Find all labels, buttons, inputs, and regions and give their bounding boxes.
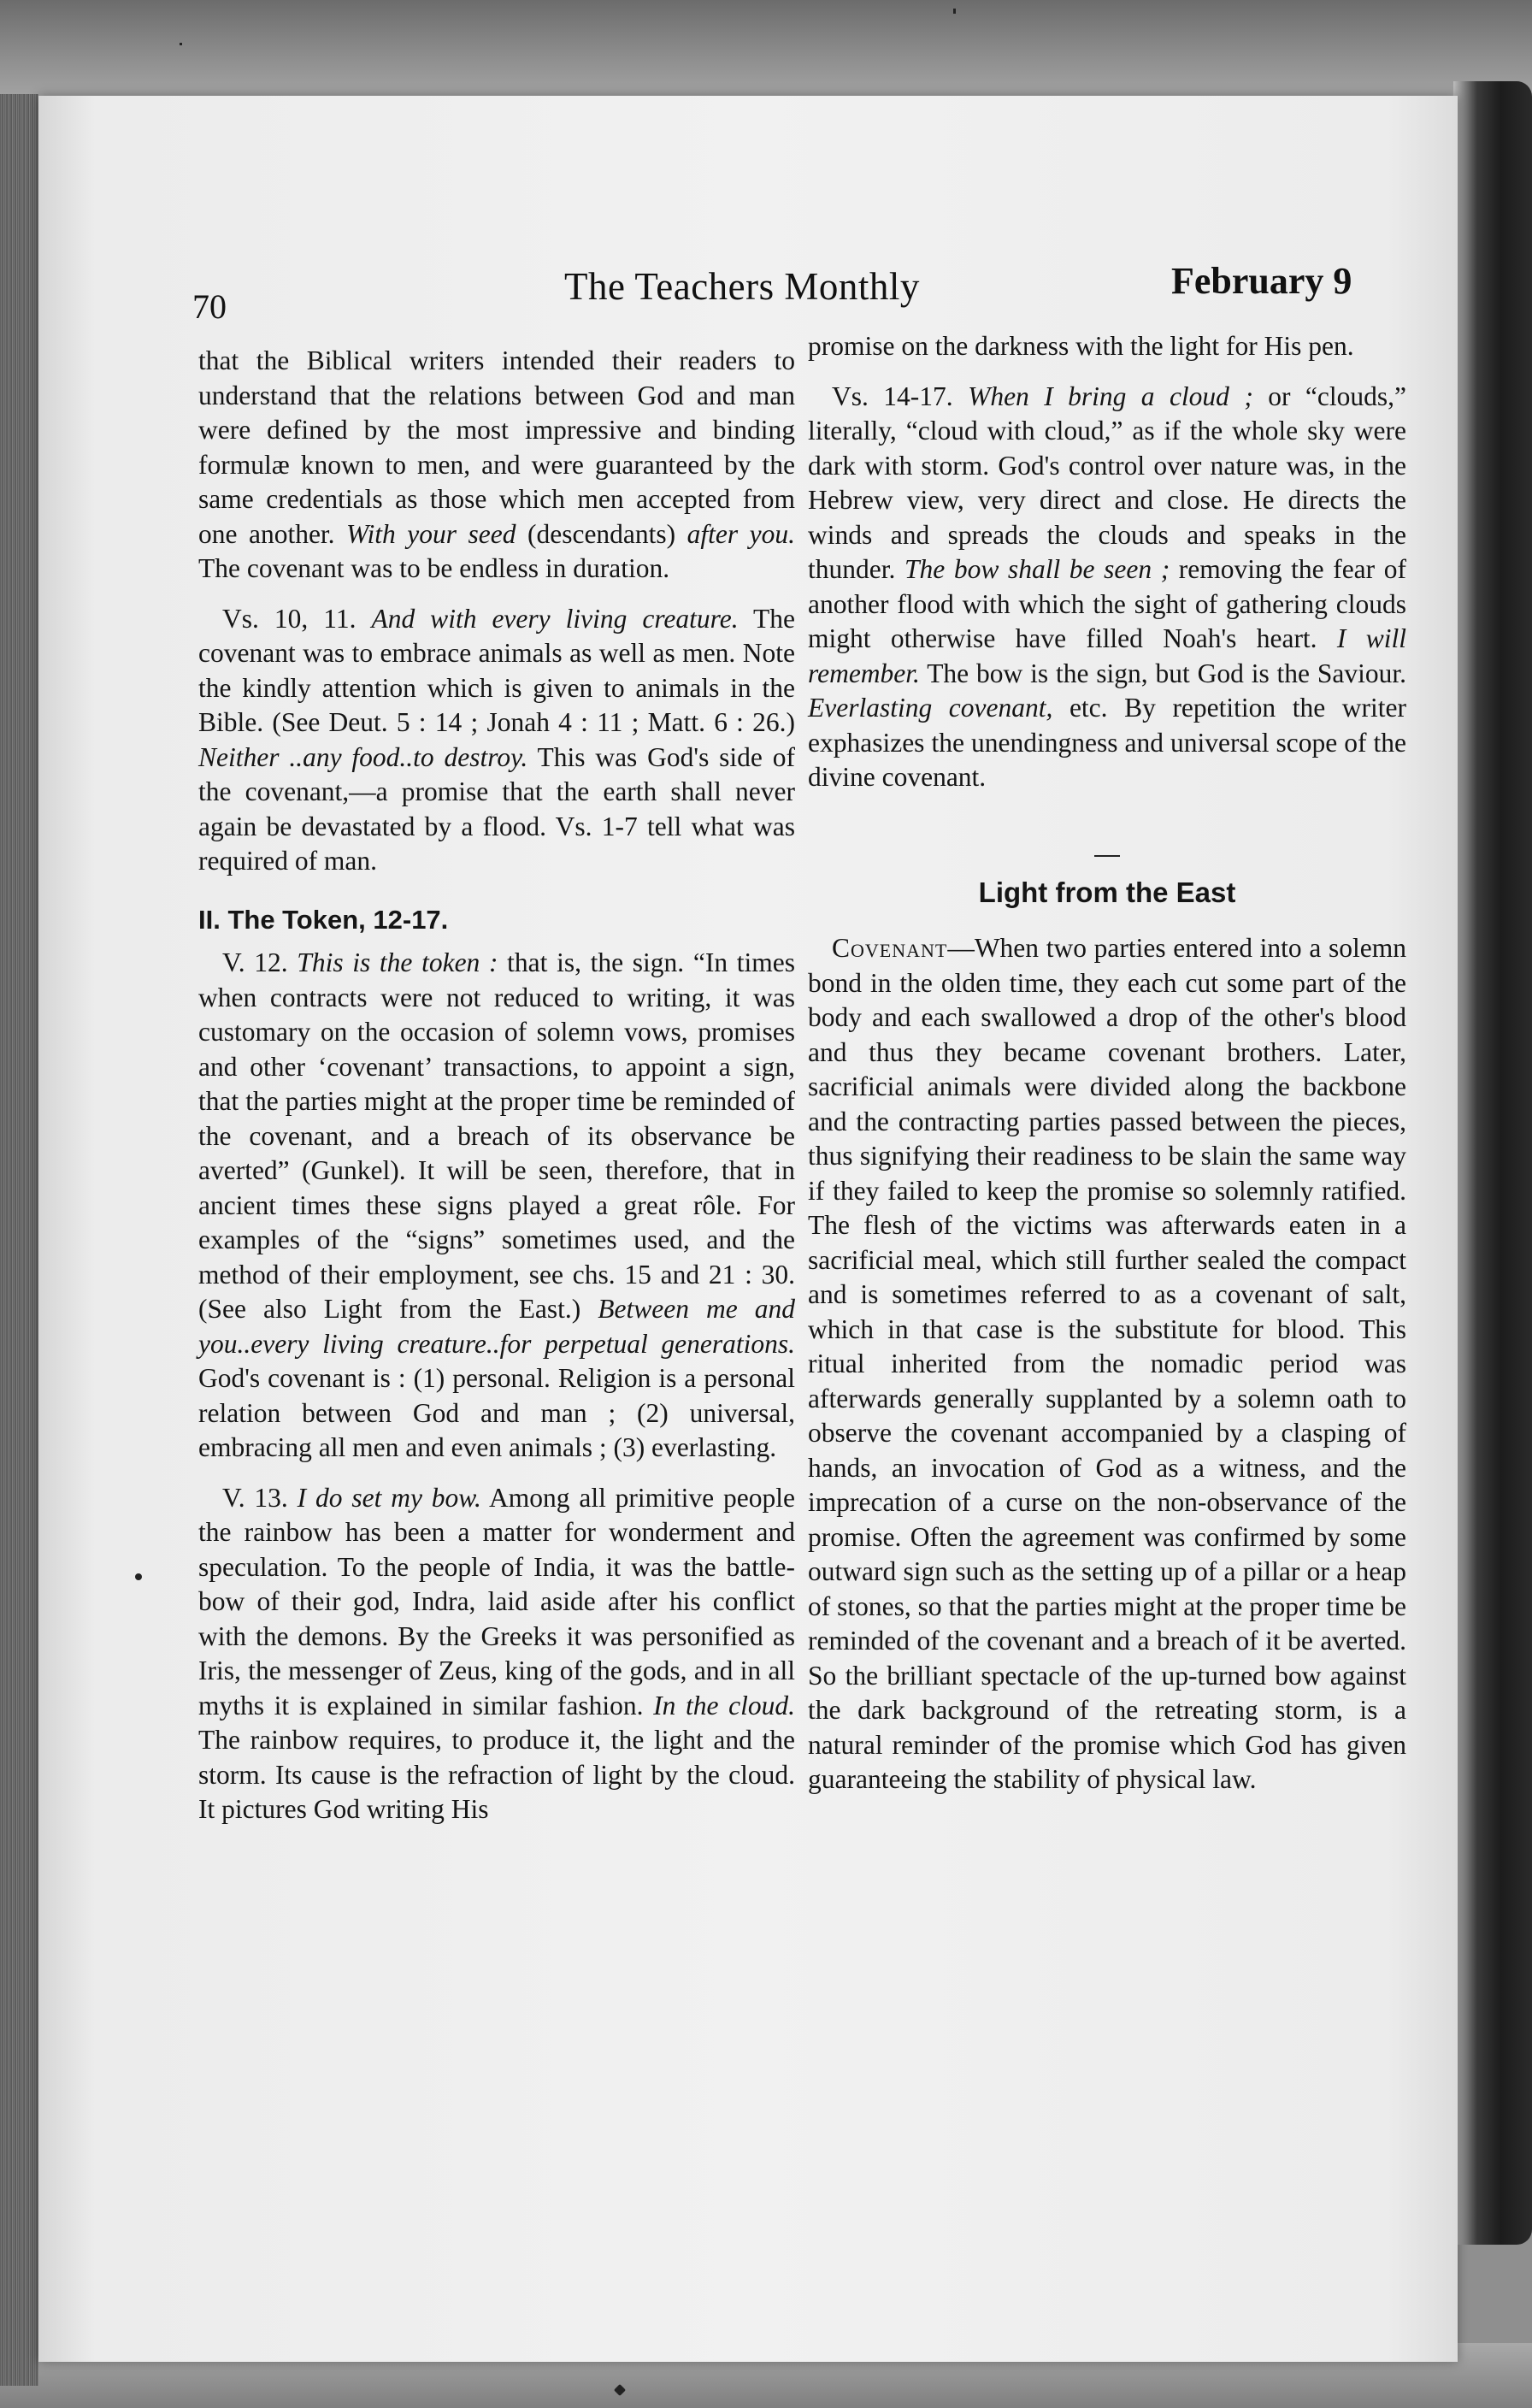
- lesson-date: February 9: [1171, 260, 1352, 302]
- text-run: that the Biblical writers intended their readers to understand that the relations between God and man were defined by the most impressive and binding formulæ known to men, and were guaranteed by the same credentials as those which men accepted from one another.: [198, 345, 795, 549]
- italic-run: Between me and you..every living creature..for perpetual generations.: [198, 1294, 795, 1359]
- page-header: [0, 252, 1532, 326]
- italic-run: Everlasting covenant,: [808, 693, 1053, 723]
- text-run: removing the fear of another flood with which the sight of gathering clouds might otherwise have filled Noah's heart.: [808, 554, 1406, 653]
- text-run: The bow is the sign, but God is the Saviour.: [919, 658, 1406, 688]
- paragraph: [198, 946, 795, 1466]
- text-run: —When two parties entered into a solemn bond in the olden time, they each cut some part of the body and each swallowed a drop of the other's blood and thus they became covenant brothers. Later, sacrificial animals were divided along the backbone and the contracting parties passed between the pieces, thus signifying their readiness to be slain the same way if they failed to keep the promise so solemnly ratified. The flesh of the victims was afterwards eaten in a sacrificial meal, which still further sealed the compact and is sometimes referred to as a covenant of salt, which in that case is the substitute for blood. This ritual inherited from the nomadic period was afterwards generally supplanted by a solemn oath to observe the covenant accompanied by a clasping of hands, an invocation of God as a witness, and the imprecation of a curse on the non-observance of the promise. Often the agreement was confirmed by some outward sign such as the setting up of a pillar or a heap of stones, so that the parties might at the proper time be reminded of the covenant and a breach of it be averted. So the brilliant spectacle of the up-turned bow against the dark background of the retreating storm, is a natural reminder of the promise which God has given guaranteeing the stability of physical law.: [808, 933, 1406, 1794]
- section-heading: II. The Token, 12-17.: [198, 904, 449, 935]
- italic-run: I will remember.: [808, 623, 1406, 688]
- right-column: [808, 329, 1406, 1813]
- italic-run: And with every living creature.: [371, 603, 739, 634]
- text-run: God's covenant is : (1) personal. Religion is a personal relation between God and man ; (2) universal, embracing all men and even animals ; (3) everlasting.: [198, 1363, 795, 1462]
- book-spine-edge: [0, 94, 38, 2386]
- text-run: Vs. 14-17.: [832, 381, 969, 411]
- paragraph: promise on the darkness with the light for His pen.: [808, 331, 1354, 361]
- page-edge-shadow: [1453, 81, 1532, 2245]
- text-run: V. 13.: [222, 1482, 298, 1513]
- scan-background-top: [0, 0, 1532, 103]
- italic-run: after you.: [686, 518, 795, 549]
- text-run: (descendants): [516, 518, 687, 549]
- text-run: V. 12.: [222, 947, 298, 977]
- italic-run: The bow shall be seen ;: [904, 554, 1170, 584]
- section-heading: Light from the East: [978, 876, 1236, 908]
- paragraph: [198, 344, 795, 587]
- italic-run: I do set my bow.: [297, 1482, 481, 1513]
- paragraph: [808, 931, 1406, 1797]
- paragraph: [808, 380, 1406, 795]
- paragraph: [198, 602, 795, 879]
- text-run: that is, the sign. “In times when contracts were not reduced to writing, it was customary on the occasion of solemn vows, promises and other ‘covenant’ transactions, to appoint a sign, that the parties might at the proper time be reminded of the covenant, and a breach of its observance be averted” (Gunkel). It will be seen, therefore, that in ancient times these signs played a great rôle. For examples of the “signs” sometimes used, and the method of their employment, see chs. 15 and 21 : 30. (See also Light from the East.): [198, 947, 795, 1324]
- text-run: The covenant was to be endless in duration.: [198, 553, 670, 583]
- italic-run: Neither ..any food..to destroy.: [198, 741, 528, 772]
- left-column: [198, 344, 795, 1843]
- text-run: Among all primitive people the rainbow has been a matter for wonderment and speculation. To the people of India, it was the battle-bow of their god, Indra, laid aside after his conflict with the demons. By the Greeks it was personified as Iris, the messenger of Zeus, king of the gods, and in all myths it is explained in similar fashion.: [198, 1482, 795, 1720]
- text-run: Vs. 10, 11.: [222, 603, 372, 634]
- section-heading-block: [808, 855, 1406, 912]
- scan-speck: [953, 9, 956, 14]
- italic-run: This is the token :: [297, 947, 498, 977]
- italic-run: With your seed: [346, 518, 516, 549]
- running-title: The Teachers Monthly: [564, 265, 920, 308]
- italic-run: When I bring a cloud ;: [968, 381, 1253, 411]
- divider-rule: [1094, 855, 1120, 857]
- text-run: The rainbow requires, to produce it, the light and the storm. Its cause is the refraction of light by the cloud. It pictures God writing His: [198, 1725, 795, 1824]
- small-caps-run: Covenant: [832, 933, 948, 963]
- text-run: This was God's side of the covenant,—a promise that the earth shall never again be devastated by a flood. Vs. 1-7 tell what was required of man.: [198, 741, 795, 876]
- text-run: or “clouds,” literally, “cloud with cloud,” as if the whole sky were dark with storm. God's control over nature was, in the Hebrew view, very direct and close. He directs the winds and spreads the clouds and speaks in the thunder.: [808, 381, 1406, 584]
- scan-speck: [135, 1573, 142, 1580]
- scan-speck: [180, 43, 182, 45]
- italic-run: In the cloud.: [653, 1690, 795, 1720]
- page-number: 70: [192, 287, 227, 326]
- text-run: etc. By repetition the writer exphasizes the unendingness and universal scope of the divine covenant.: [808, 693, 1406, 792]
- paragraph: [198, 1481, 795, 1827]
- text-run: The covenant was to embrace animals as well as men. Note the kindly attention which is given to animals in the Bible. (See Deut. 5 : 14 ; Jonah 4 : 11 ; Matt. 6 : 26.): [198, 603, 796, 737]
